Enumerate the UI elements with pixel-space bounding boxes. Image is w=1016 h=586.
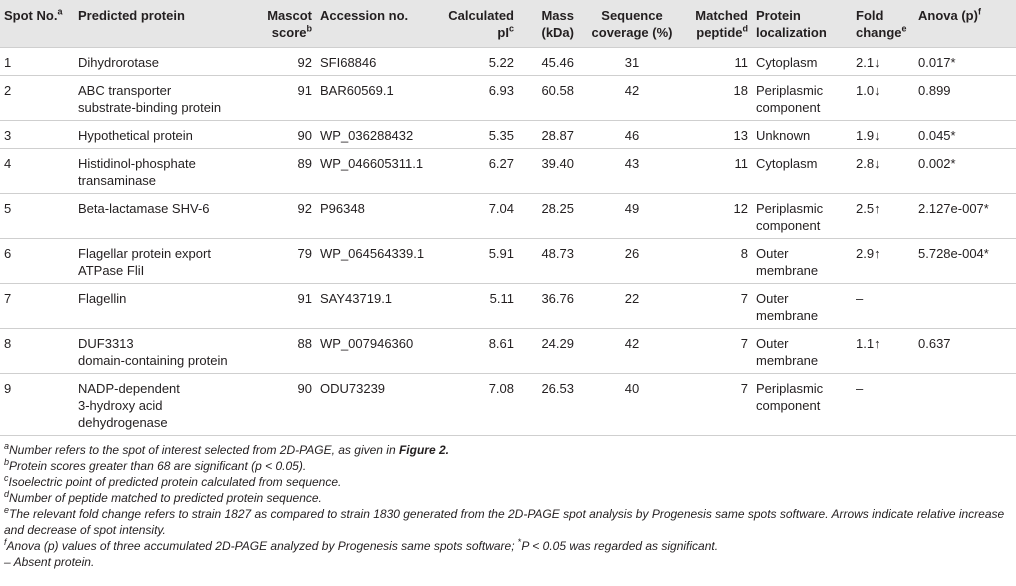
cell-spot-no: 8 — [4, 336, 12, 351]
cell-fold-change: 2.5↑ — [856, 201, 881, 216]
table-row — [0, 194, 1016, 239]
cell-predicted-protein: ABC transporter substrate-binding protein — [78, 83, 222, 115]
cell-anova: 5.728e-004* — [918, 246, 989, 261]
cell-sequence-coverage: 49 — [624, 201, 640, 216]
footnote-absent: – Absent protein. — [4, 555, 95, 569]
cell-mascot-score: 90 — [297, 128, 312, 143]
cell-predicted-protein: DUF3313 domain-containing protein — [78, 336, 228, 368]
cell-fold-change: 2.8↓ — [856, 156, 881, 171]
footnote-b: $^b$Protein scores greater than 68 are significant (p < 0.05). — [4, 457, 307, 473]
cell-fold-change: 1.1↑ — [856, 336, 881, 351]
cell-calculated-pi: 7.08 — [488, 381, 514, 396]
cell-protein-localization: Outer membrane — [756, 246, 819, 278]
cell-fold-change: 1.0↓ — [856, 83, 881, 98]
table-row — [0, 121, 1016, 149]
header-anova: Anova $(p)^f$ — [918, 6, 981, 23]
cell-accession: WP_046605311.1 — [320, 156, 424, 171]
table-row — [0, 239, 1016, 284]
header-sequence-coverage: Sequence coverage (%) — [591, 8, 673, 40]
cell-matched-peptide: 11 — [734, 156, 748, 171]
cell-mascot-score: 79 — [297, 246, 312, 261]
cell-mass: 45.46 — [541, 55, 574, 70]
cell-fold-change: 1.9↓ — [856, 128, 881, 143]
cell-mascot-score: 91 — [297, 83, 312, 98]
cell-matched-peptide: 8 — [740, 246, 748, 261]
cell-matched-peptide: 11 — [734, 55, 748, 70]
footnote-f: $^f$Anova (p) values of three accumulated 2D-PAGE analyzed by Progenesis same spots software; *P < 0.05 was regarded as significant. — [4, 537, 719, 553]
header-predicted-protein: Predicted protein — [78, 8, 185, 23]
footnote-d: $^d$Number of peptide matched to predicted protein sequence. — [4, 489, 322, 505]
cell-mascot-score: 92 — [297, 55, 312, 70]
cell-calculated-pi: 5.35 — [488, 128, 514, 143]
cell-protein-localization: Cytoplasm — [756, 156, 818, 171]
cell-accession: ODU73239 — [320, 381, 386, 396]
cell-mascot-score: 89 — [297, 156, 312, 171]
cell-predicted-protein: Hypothetical protein — [78, 128, 193, 143]
cell-protein-localization: Outer membrane — [756, 291, 819, 323]
cell-calculated-pi: 5.22 — [488, 55, 514, 70]
cell-accession: WP_007946360 — [320, 336, 414, 351]
cell-spot-no: 5 — [4, 201, 12, 216]
cell-mascot-score: 91 — [297, 291, 312, 306]
cell-fold-change: – — [856, 381, 864, 396]
cell-mass: 28.25 — [541, 201, 574, 216]
cell-mass: 26.53 — [541, 381, 574, 396]
cell-predicted-protein: Dihydrorotase — [78, 55, 159, 70]
cell-mass: 24.29 — [541, 336, 574, 351]
table-body — [0, 48, 1016, 436]
cell-anova: 0.045* — [918, 128, 956, 143]
cell-predicted-protein: NADP-dependent 3-hydroxy acid dehydrogenase — [78, 381, 180, 430]
cell-predicted-protein: Histidinol-phosphate transaminase — [78, 156, 196, 188]
cell-anova: 0.002* — [918, 156, 956, 171]
cell-matched-peptide: 7 — [740, 336, 748, 351]
cell-protein-localization: Periplasmic component — [756, 201, 824, 233]
cell-fold-change: 2.9↑ — [856, 246, 881, 261]
cell-sequence-coverage: 31 — [624, 55, 640, 70]
cell-spot-no: 4 — [4, 156, 12, 171]
cell-calculated-pi: 6.27 — [488, 156, 514, 171]
header-matched-peptide: Matched peptide$^d$ — [695, 8, 748, 40]
cell-spot-no: 3 — [4, 128, 12, 143]
cell-sequence-coverage: 42 — [624, 336, 640, 351]
cell-mascot-score: 88 — [297, 336, 312, 351]
cell-mascot-score: 92 — [297, 201, 312, 216]
cell-spot-no: 7 — [4, 291, 12, 306]
footnote-a: $^a$Number refers to the spot of interest selected from 2D-PAGE, as given in Figure 2. — [4, 441, 449, 457]
cell-mass: 48.73 — [541, 246, 574, 261]
table-row — [0, 374, 1016, 436]
cell-sequence-coverage: 40 — [624, 381, 640, 396]
cell-protein-localization: Periplasmic component — [756, 83, 824, 115]
table-row — [0, 329, 1016, 374]
cell-predicted-protein: Flagellar protein export ATPase FliI — [78, 246, 211, 278]
cell-accession: SFI68846 — [320, 55, 377, 70]
cell-sequence-coverage: 26 — [624, 246, 640, 261]
cell-protein-localization: Cytoplasm — [756, 55, 818, 70]
cell-accession: WP_064564339.1 — [320, 246, 425, 261]
cell-accession: P96348 — [320, 201, 365, 216]
cell-mass: 28.87 — [541, 128, 574, 143]
cell-mass: 36.76 — [541, 291, 574, 306]
table-row — [0, 149, 1016, 194]
cell-matched-peptide: 7 — [740, 291, 748, 306]
cell-spot-no: 2 — [4, 83, 12, 98]
cell-calculated-pi: 5.11 — [489, 291, 514, 306]
cell-sequence-coverage: 43 — [624, 156, 640, 171]
cell-calculated-pi: 5.91 — [488, 246, 514, 261]
cell-matched-peptide: 13 — [733, 128, 748, 143]
cell-spot-no: 9 — [4, 381, 12, 396]
cell-mass: 39.40 — [541, 156, 574, 171]
footnotes — [0, 436, 1016, 570]
cell-calculated-pi: 6.93 — [488, 83, 514, 98]
cell-fold-change: 2.1↓ — [856, 55, 881, 70]
cell-sequence-coverage: 42 — [624, 83, 640, 98]
cell-fold-change: – — [856, 291, 864, 306]
cell-predicted-protein: Flagellin — [78, 291, 127, 306]
header-fold-change: Fold change$^e$ — [856, 8, 907, 40]
cell-spot-no: 6 — [4, 246, 12, 261]
cell-anova: 0.017* — [918, 55, 956, 70]
cell-matched-peptide: 18 — [733, 83, 748, 98]
cell-anova: 2.127e-007* — [918, 201, 989, 216]
cell-predicted-protein: Beta-lactamase SHV-6 — [78, 201, 210, 216]
cell-anova — [914, 374, 1016, 436]
cell-protein-localization: Outer membrane — [756, 336, 819, 368]
cell-spot-no: 1 — [4, 55, 12, 70]
header-row — [0, 0, 1016, 48]
cell-anova — [914, 284, 1016, 329]
header-protein-localization: Protein localization — [756, 8, 827, 40]
cell-mascot-score: 90 — [297, 381, 312, 396]
cell-accession: BAR60569.1 — [320, 83, 394, 98]
cell-sequence-coverage: 22 — [624, 291, 640, 306]
header-mascot-score: Mascot score$^b$ — [267, 8, 312, 40]
header-calculated-pi: Calculated $pI^c$ — [448, 8, 514, 40]
cell-accession: SAY43719.1 — [320, 291, 393, 306]
cell-mass: 60.58 — [541, 83, 574, 98]
cell-protein-localization: Unknown — [756, 128, 811, 143]
footnote-e: $^e$The relevant fold change refers to strain 1827 as compared to strain 1830 generated from the 2D-PAGE spot analysis by Progenesis same spots software. Arrows indicate relative increase and decrease of spot intensity. — [4, 505, 1005, 537]
cell-accession: WP_036288432 — [320, 128, 414, 143]
footnote-c: $^c$Isoelectric point of predicted protein calculated from sequence. — [4, 473, 342, 489]
cell-matched-peptide: 7 — [740, 381, 748, 396]
table-row — [0, 48, 1016, 76]
header-accession: Accession no. — [320, 8, 409, 23]
cell-calculated-pi: 7.04 — [488, 201, 514, 216]
cell-anova: 0.637 — [918, 336, 951, 351]
cell-matched-peptide: 12 — [733, 201, 748, 216]
cell-sequence-coverage: 46 — [624, 128, 640, 143]
table-row — [0, 284, 1016, 329]
header-spot-no: Spot No.$^a$ — [4, 6, 63, 23]
header-mass: Mass (kDa) — [541, 8, 574, 40]
cell-anova: 0.899 — [918, 83, 951, 98]
cell-protein-localization: Periplasmic component — [756, 381, 824, 413]
table-row — [0, 76, 1016, 121]
cell-calculated-pi: 8.61 — [488, 336, 514, 351]
